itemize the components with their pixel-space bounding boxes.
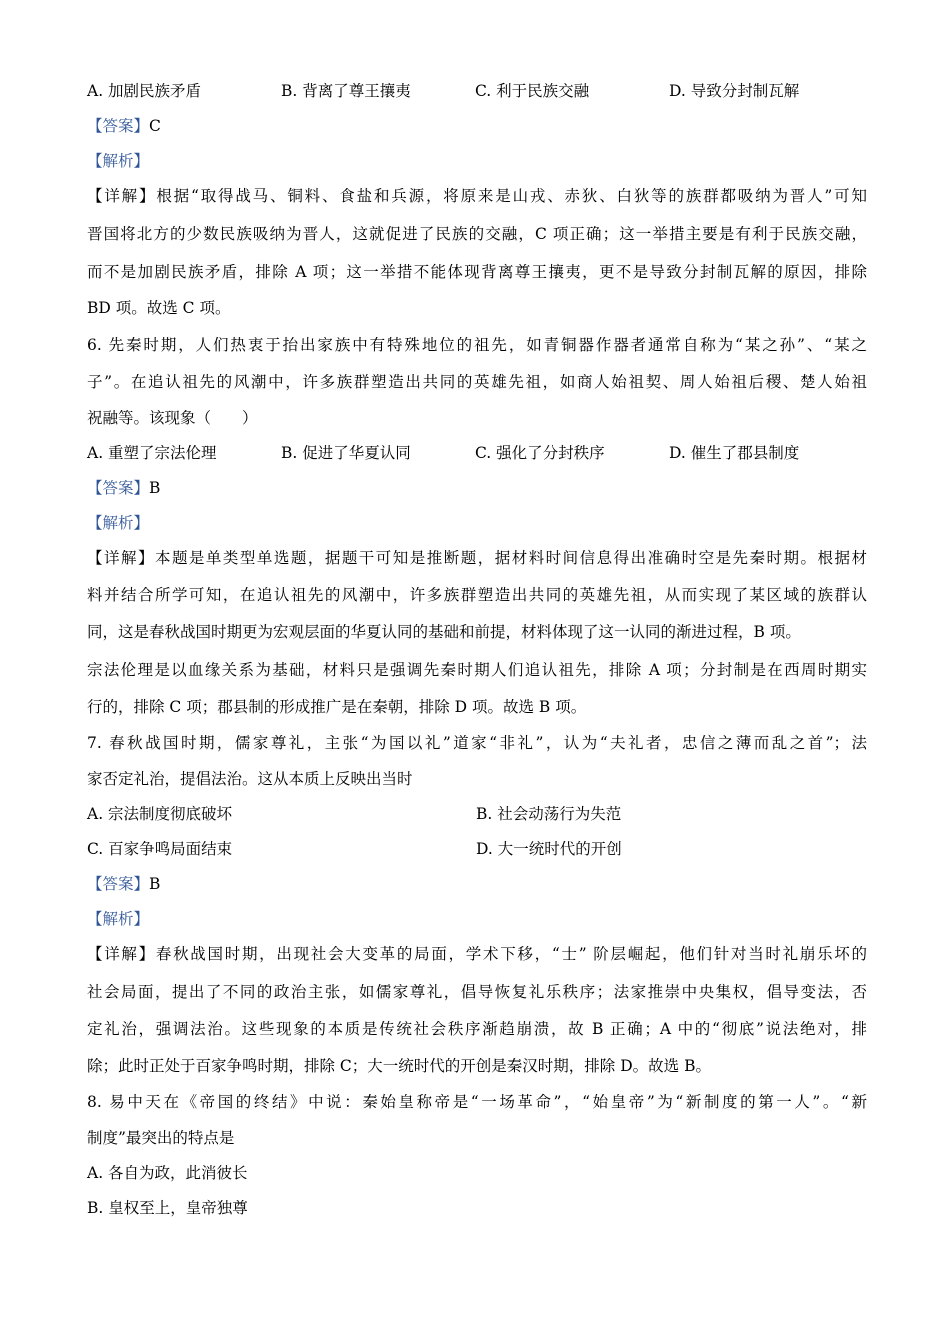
q6-detail-line-5: 行的，排除 C 项；郡县制的形成推广是在秦朝，排除 D 项。故选 B 项。 [87,698,587,716]
q6-option-a: A. 重塑了宗法伦理 [87,444,217,462]
q5-detail-line-4: BD 项。故选 C 项。 [87,299,231,317]
q6-detail-line-4: 宗法伦理是以血缘关系为基础，材料只是强调先秦时期人们追认祖先，排除 A 项；分封制是在西周时期实 [87,661,867,679]
q6-analysis-label: 【解析】 [87,514,150,532]
q7-option-a: A. 宗法制度彻底破坏 [87,805,233,823]
q8-option-a: A. 各自为政，此消彼长 [87,1164,248,1182]
q5-option-c: C. 利于民族交融 [475,82,590,100]
q7-stem-line-1: 7. 春秋战国时期，儒家尊礼，主张“为国以礼”道家“非礼”，认为“夫礼者，忠信之薄而乱之首”；法 [87,734,867,752]
q7-options-row-1 [87,804,867,824]
q5-detail-line-3: 而不是加剧民族矛盾，排除 A 项；这一举措不能体现背离尊王攘夷，更不是导致分封制瓦解的原因，排除 [87,263,867,281]
q6-detail-line-2: 料并结合所学可知，在追认祖先的风潮中，许多族群塑造出共同的英雄先祖，从而实现了某区域的族群认 [87,586,867,604]
q8-stem-line-1: 8. 易中天在《帝国的终结》中说：秦始皇称帝是“一场革命”，“始皇帝”为“新制度的第一人”。“新 [87,1093,867,1111]
q7-stem-line-2: 家否定礼治，提倡法治。这从本质上反映出当时 [87,770,413,788]
q8-stem-line-2: 制度”最突出的特点是 [87,1129,235,1147]
q7-option-b: B. 社会动荡行为失范 [476,805,622,823]
q6-option-b: B. 促进了华夏认同 [281,444,411,462]
q6-detail-line-3: 同，这是春秋战国时期更为宏观层面的华夏认同的基础和前提，材料体现了这一认同的渐进过程，B 项。 [87,623,801,641]
q6-stem-line-2: 子”。在追认祖先的风潮中，许多族群塑造出共同的英雄先祖，如商人始祖契、周人始祖后稷、楚人始祖 [87,373,867,391]
q5-analysis-label: 【解析】 [87,152,150,170]
answer-label: 【答案】 [87,479,150,497]
q6-stem-line-1: 6. 先秦时期，人们热衷于抬出家族中有特殊地位的祖先，如青铜器作器者通常自称为“某之孙”、“某之 [87,336,867,354]
q6-option-d: D. 催生了郡县制度 [669,444,800,462]
q6-answer-value: B [149,479,161,497]
q5-option-a: A. 加剧民族矛盾 [87,82,202,100]
q8-option-b: B. 皇权至上，皇帝独尊 [87,1199,248,1217]
q5-answer [87,116,867,136]
q7-detail-line-1 [87,944,867,964]
q7-detail-line-2: 社会局面，提出了不同的政治主张，如儒家尊礼，倡导恢复礼乐秩序；法家推崇中央集权，倡导变法，否 [87,983,867,1001]
q7-analysis-label: 【解析】 [87,910,150,928]
q7-answer [87,874,867,894]
q6-detail-line-1 [87,548,867,568]
q6-detail-text-1: 本题是单类型单选题，据题干可知是推断题，据材料时间信息得出准确时空是先秦时期。根据材 [154,549,867,567]
detail-label: 【详解】 [87,187,157,205]
q6-options [87,443,867,463]
answer-label: 【答案】 [87,875,150,893]
q5-option-b: B. 背离了尊王攘夷 [281,82,411,100]
q7-detail-text-1: 春秋战国时期，出现社会大变革的局面，学术下移，“士” 阶层崛起，他们针对当时礼崩乐坏的 [155,945,867,963]
q5-detail-text-1: 根据“取得战马、铜料、食盐和兵源，将原来是山戎、赤狄、白狄等的族群都吸纳为晋人”可知 [156,187,867,205]
detail-label: 【详解】 [87,549,155,567]
detail-label: 【详解】 [87,945,156,963]
q5-detail-line-2: 晋国将北方的少数民族吸纳为晋人，这就促进了民族的交融，C 项正确；这一举措主要是有利于民族交融， [87,225,867,243]
q7-options-row-2 [87,839,867,859]
q5-detail-line-1 [87,186,867,206]
q6-option-c: C. 强化了分封秩序 [475,444,605,462]
q7-detail-line-4: 除；此时正处于百家争鸣时期，排除 C；大一统时代的开创是秦汉时期，排除 D。故选 B。 [87,1057,711,1075]
answer-label: 【答案】 [87,117,150,135]
q7-detail-line-3: 定礼治，强调法治。这些现象的本质是传统社会秩序渐趋崩溃，故 B 正确；A 中的“彻底”说法绝对，排 [87,1020,867,1038]
q7-option-c: C. 百家争鸣局面结束 [87,840,233,858]
q5-option-d: D. 导致分封制瓦解 [669,82,800,100]
q5-answer-value: C [149,117,161,135]
q5-options [87,81,867,101]
q6-answer [87,478,867,498]
q7-answer-value: B [149,875,161,893]
q7-option-d: D. 大一统时代的开创 [476,840,622,858]
q6-stem-line-3: 祝融等。该现象（ ） [87,409,258,427]
